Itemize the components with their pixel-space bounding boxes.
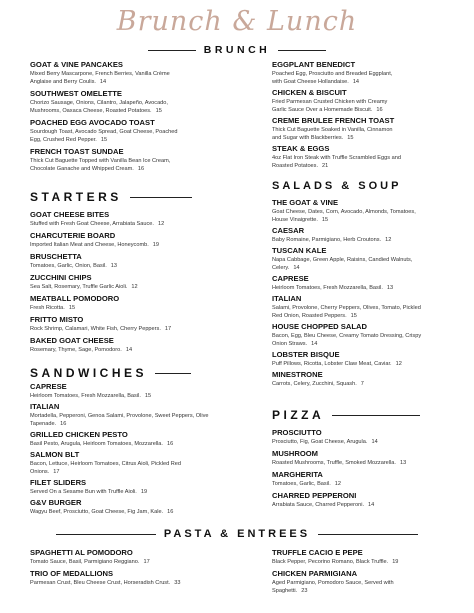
item-description: Tomatoes, Garlic, Onion, Basil. — [30, 263, 107, 269]
item-name: MEATBALL POMODORO — [30, 294, 120, 303]
divider — [56, 534, 156, 535]
item-name: MARGHERITA — [272, 470, 323, 479]
brunch-left-column — [30, 60, 190, 176]
item-description: Sourdough Toast, Avocado Spread, Goat Cheese, Poached Egg, Crushed Red Pepper. — [30, 129, 178, 143]
item-price: 13 — [386, 285, 394, 291]
menu-item — [30, 294, 206, 312]
menu-title: Brunch & Lunch — [116, 6, 358, 37]
menu-item — [30, 89, 190, 115]
starters-column — [30, 210, 206, 357]
item-price: 14 — [368, 502, 375, 508]
item-description: Parmesan Crust, Bleu Cheese Crust, Horseradish Crust. — [30, 580, 171, 586]
item-description: Rosemary, Thyme, Sage, Pomodoro. — [30, 347, 122, 353]
section-title: SALADS & SOUP — [272, 180, 402, 192]
item-price: 12 — [157, 221, 165, 227]
menu-item — [30, 210, 206, 228]
menu-item — [30, 402, 212, 428]
item-description: Napa Cabbage, Green Apple, Raisins, Candied Walnuts, Celery. — [272, 257, 413, 271]
item-name: GOAT CHEESE BITES — [30, 210, 110, 219]
item-name: TRIO OF MEDALLIONS — [30, 569, 114, 578]
item-name: BAKED GOAT CHEESE — [30, 336, 114, 345]
item-name: LOBSTER BISQUE — [272, 350, 340, 359]
item-price: 17 — [53, 469, 60, 475]
item-price: 16 — [137, 166, 145, 172]
item-description: Poached Egg, Prosciutto and Breaded Eggplant, with Goat Cheese Hollandaise. — [272, 71, 393, 85]
salads-column — [272, 198, 432, 390]
item-price: 14 — [371, 439, 378, 445]
item-name: GOAT & VINE PANCAKES — [30, 60, 123, 69]
item-description: Aged Parmigiano, Pomodoro Sauce, Served with Spaghetti. — [272, 580, 394, 594]
item-description: Served On a Sesame Bun with Truffle Aioli. — [30, 489, 137, 495]
item-description: Bacon, Egg, Bleu Cheese, Creamy Tomato Dressing, Crispy Onion Straws. — [272, 333, 422, 347]
menu-item — [30, 273, 206, 291]
item-price: 12 — [385, 237, 392, 243]
item-price: 15 — [68, 305, 76, 311]
item-description: Arrabiata Sauce, Charred Pepperoni. — [272, 502, 365, 508]
item-name: CREME BRULEE FRENCH TOAST — [272, 116, 395, 125]
divider — [130, 197, 192, 198]
item-price: 16 — [167, 509, 174, 515]
menu-item — [30, 336, 206, 354]
menu-item — [30, 450, 212, 476]
item-description: Basil Pesto, Arugula, Heirloom Tomatoes, Mozzarella. — [30, 441, 163, 447]
item-description: Thick Cut Baguette Topped with Vanilla Bean Ice Cream, Chocolate Ganache and Whipped Cream. — [30, 158, 171, 172]
item-description: Mortadella, Pepperoni, Genoa Salami, Provolone, Sweet Peppers, Olive Tapenade. — [30, 413, 209, 427]
item-description: Thick Cut Baguette Soaked in Vanilla, Cinnamon and Sugar with Blackberries. — [272, 127, 393, 141]
item-name: TUSCAN KALE — [272, 246, 327, 255]
item-price: 15 — [155, 108, 162, 114]
divider — [278, 50, 326, 51]
item-description: Goat Cheese, Dates, Corn, Avocado, Almonds, Tomatoes, House Vinaigrette. — [272, 209, 416, 223]
item-price: 17 — [164, 326, 172, 332]
section-starters — [30, 190, 200, 204]
menu-item — [30, 382, 212, 400]
item-name: MUSHROOM — [272, 449, 318, 458]
item-price: 14 — [99, 79, 107, 85]
divider — [332, 415, 420, 416]
item-name: POACHED EGG AVOCADO TOAST — [30, 118, 155, 127]
menu-item — [30, 60, 190, 86]
item-description: Imported Italian Meat and Cheese, Honeycomb. — [30, 242, 149, 248]
item-description: Heirloom Tomatoes, Fresh Mozzarella, Basil. — [30, 393, 141, 399]
item-name: THE GOAT & VINE — [272, 198, 339, 207]
item-price: 19 — [140, 489, 148, 495]
menu-item — [272, 491, 432, 509]
item-price: 14 — [125, 347, 133, 353]
item-name: TRUFFLE CACIO E PEPE — [272, 548, 363, 557]
item-description: Tomato Sauce, Basil, Parmigiano Reggiano. — [30, 559, 140, 565]
item-price: 19 — [392, 559, 399, 565]
menu-item — [272, 428, 432, 446]
section-sandwiches — [30, 366, 230, 380]
item-name: PROSCIUTTO — [272, 428, 322, 437]
item-price: 7 — [360, 381, 364, 387]
item-name: ITALIAN — [30, 402, 60, 411]
menu-item — [272, 470, 432, 488]
item-description: Stuffed with Fresh Goat Cheese, Arrabiata Sauce. — [30, 221, 154, 227]
item-name: EGGPLANT BENEDICT — [272, 60, 356, 69]
item-description: Roasted Mushrooms, Truffle, Smoked Mozzarella. — [272, 460, 396, 466]
item-name: SPAGHETTI AL POMODORO — [30, 548, 133, 557]
item-description: Baby Romaine, Parmigiano, Herb Croutons. — [272, 237, 382, 243]
divider — [148, 50, 196, 51]
item-name: FRENCH TOAST SUNDAE — [30, 147, 124, 156]
item-name: MINESTRONE — [272, 370, 323, 379]
item-name: CHICKEN & BISCUIT — [272, 88, 347, 97]
item-description: Heirloom Tomatoes, Fresh Mozzarella, Basil. — [272, 285, 383, 291]
section-salads-soup — [272, 180, 452, 192]
item-name: GRILLED CHICKEN PESTO — [30, 430, 128, 439]
item-price: 13 — [110, 263, 118, 269]
item-name: SOUTHWEST OMELETTE — [30, 89, 122, 98]
item-price: 14 — [293, 265, 300, 271]
menu-item — [30, 118, 190, 144]
menu-item — [30, 315, 206, 333]
item-description: Sea Salt, Rosemary, Truffle Garlic Aioli. — [30, 284, 128, 290]
section-title: BRUNCH — [203, 44, 271, 56]
section-brunch — [148, 44, 326, 56]
item-description: Fried Parmesan Crusted Chicken with Creamy Garlic Sauce Over a Homemade Biscuit. — [272, 99, 388, 113]
item-price: 16 — [376, 107, 383, 113]
pasta-right-column — [272, 548, 422, 598]
menu-item — [272, 226, 432, 244]
item-price: 21 — [322, 163, 329, 169]
item-price: 19 — [152, 242, 160, 248]
menu-item — [30, 231, 206, 249]
item-price: 12 — [334, 481, 341, 487]
menu-item — [272, 60, 402, 86]
menu-item — [272, 569, 422, 595]
menu-item — [30, 147, 190, 173]
item-description: Black Pepper, Pecorino Romano, Black Truffle. — [272, 559, 389, 565]
menu-item — [272, 322, 432, 348]
item-name: FILET SLIDERS — [30, 478, 87, 487]
pizza-column — [272, 428, 432, 512]
menu-item — [30, 252, 206, 270]
brunch-right-column — [272, 60, 402, 172]
section-title: STARTERS — [30, 190, 122, 204]
item-price: 23 — [301, 588, 308, 594]
menu-item — [30, 498, 212, 516]
menu-item — [272, 449, 432, 467]
menu-item — [272, 116, 402, 142]
menu-item — [272, 198, 432, 224]
menu-item — [30, 548, 190, 566]
section-title: PIZZA — [272, 408, 325, 422]
item-price: 12 — [131, 284, 138, 290]
sandwiches-column — [30, 382, 212, 518]
divider — [318, 534, 418, 535]
item-name: CAESAR — [272, 226, 305, 235]
item-name: BRUSCHETTA — [30, 252, 82, 261]
menu-item — [272, 370, 432, 388]
section-title: SANDWICHES — [30, 366, 148, 380]
section-title: PASTA & ENTREES — [163, 528, 311, 540]
item-price: 15 — [347, 135, 354, 141]
section-pasta-entrees — [0, 528, 474, 540]
item-price: 33 — [174, 580, 181, 586]
menu-item — [272, 350, 432, 368]
menu-item — [272, 294, 432, 320]
item-price: 17 — [143, 559, 150, 565]
item-description: Wagyu Beef, Prosciutto, Goat Cheese, Fig Jam, Kale. — [30, 509, 164, 515]
item-description: Puff Pillows, Ricotta, Lobster Claw Meat, Caviar. — [272, 361, 392, 367]
section-pizza — [272, 408, 432, 422]
item-price: 15 — [100, 137, 108, 143]
divider — [155, 373, 191, 374]
item-description: Tomatoes, Garlic, Basil. — [272, 481, 331, 487]
item-price: 13 — [399, 460, 407, 466]
item-description: Mixed Berry Mascarpone, French Berries, Vanilla Crème Anglaise and Berry Coulis. — [30, 71, 170, 85]
item-description: Rock Shrimp, Calamari, White Fish, Cherry Peppers. — [30, 326, 161, 332]
menu-item — [272, 88, 402, 114]
item-name: STEAK & EGGS — [272, 144, 330, 153]
item-name: FRITTO MISTO — [30, 315, 84, 324]
item-description: Chorizo Sausage, Onions, Cilantro, Jalapeño, Avocado, Mushrooms, Oaxaca Cheese, Roasted Potatoes. — [30, 100, 168, 114]
item-name: CAPRESE — [30, 382, 67, 391]
menu-item — [272, 548, 422, 566]
item-price: 16 — [166, 441, 174, 447]
item-description: Bacon, Lettuce, Heirloom Tomatoes, Citrus Aioli, Pickled Red Onions. — [30, 461, 181, 475]
menu-item — [30, 569, 190, 587]
item-name: CHARRED PEPPERONI — [272, 491, 357, 500]
item-price: 15 — [350, 313, 357, 319]
item-price: 12 — [395, 361, 402, 367]
menu-item — [272, 274, 432, 292]
menu-item — [30, 430, 212, 448]
item-price: 16 — [60, 421, 67, 427]
pasta-left-column — [30, 548, 190, 590]
menu-item — [272, 144, 402, 170]
item-name: ZUCCHINI CHIPS — [30, 273, 92, 282]
item-price: 15 — [321, 217, 329, 223]
item-name: G&V BURGER — [30, 498, 82, 507]
item-price: 15 — [144, 393, 152, 399]
item-description: Fresh Ricotta. — [30, 305, 65, 311]
item-price: 14 — [311, 341, 318, 347]
item-description: Salami, Provolone, Cherry Peppers, Olives, Tomato, Pickled Red Onion, Roasted Peppers. — [272, 305, 421, 319]
item-description: Carrots, Celery, Zucchini, Squash. — [272, 381, 357, 387]
item-name: ITALIAN — [272, 294, 302, 303]
item-name: CHICKEN PARMIGIANA — [272, 569, 358, 578]
item-name: SALMON BLT — [30, 450, 80, 459]
item-description: 4oz Flat Iron Steak with Truffle Scrambled Eggs and Roasted Potatoes. — [272, 155, 401, 169]
item-name: CAPRESE — [272, 274, 309, 283]
item-description: Prosciutto, Fig, Goat Cheese, Arugula. — [272, 439, 368, 445]
menu-item — [30, 478, 212, 496]
item-name: CHARCUTERIE BOARD — [30, 231, 116, 240]
item-price: 14 — [352, 79, 360, 85]
menu-item — [272, 246, 432, 272]
item-name: HOUSE CHOPPED SALAD — [272, 322, 367, 331]
